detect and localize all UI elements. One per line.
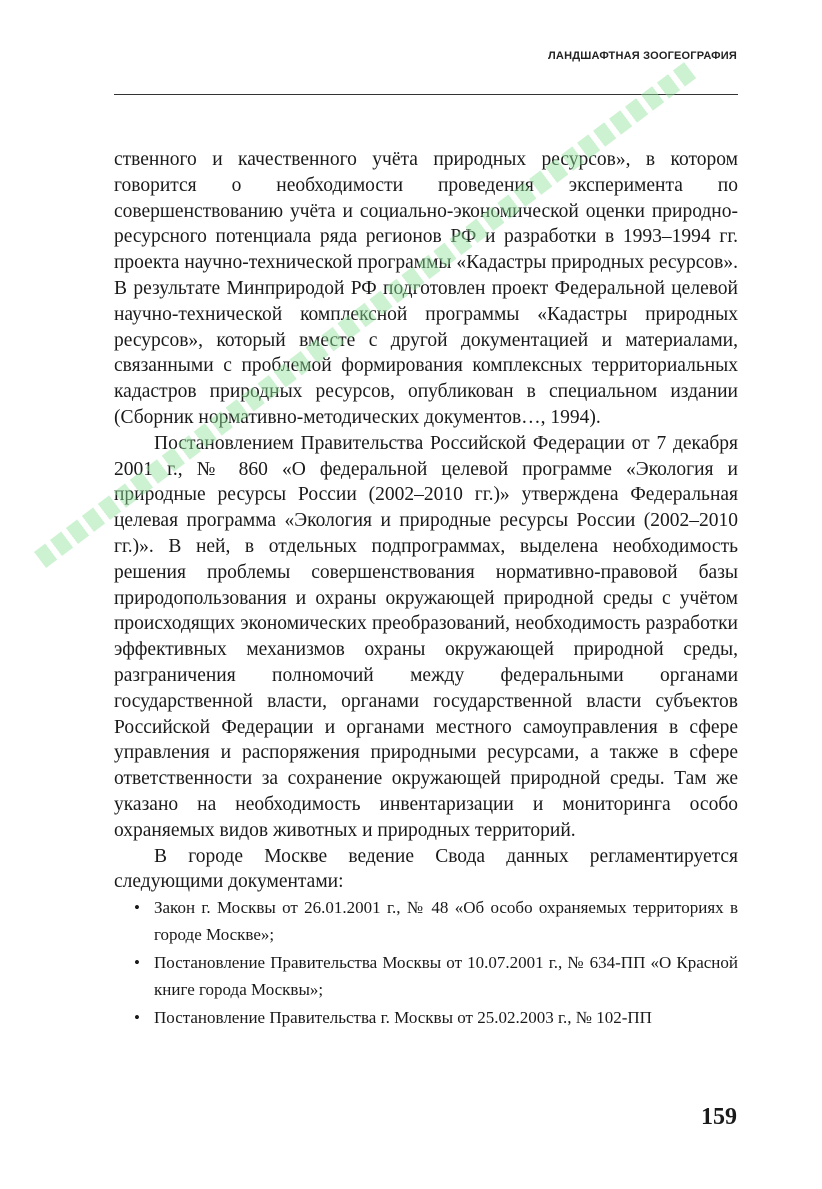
paragraph-1: ственного и качественного учёта природных ресурсов», в котором говорится о необходимости проведения эксперимента по совершенствованию учёта и социально-экономической оценки природно-ресурсного потенциала ряда регионов РФ и разработки в 1993–1994 гг. проекта научно-технической программы «Кадастры природных ресурсов». В результате Минприродой РФ подготовлен проект Федеральной целевой научно-технической комплексной программы «Кадастры природных ресурсов», который вместе с другой документацией и материалами, связанными с проблемой формирования комплексных территориальных кадастров природных ресурсов, опубликован в специальном издании (Сборник нормативно-методических документов…, 1994). — [114, 149, 738, 428]
header-rule — [114, 94, 738, 95]
paragraph-2: Постановлением Правительства Российской Федерации от 7 декабря 2001 г., № 860 «О федеральной целевой программе «Экология и природные ресурсы России (2002–2010 гг.)» утверждена Федеральная целевая программа «Экология и природные ресурсы России (2002–2010 гг.)». В ней, в отдельных подпрограммах, выделена необходимость решения проблемы совершенствования нормативно-правовой базы природопользования и охраны окружающей природной среды с учётом происходящих экономических преобразований, необходимость разработки эффективных механизмов охраны окружающей природной среды, разграничения полномочий между федеральными органами государственной власти, органами государственной власти субъектов Российской Федерации и органами местного самоуправления в сфере управления и распоряжения природными ресурсами, а также в сфере ответственности за сохранение окружающей природной среды. Там же указано на необходимость инвентаризации и мониторинга особо охраняемых видов животных и природных территорий. — [114, 432, 738, 841]
list-item — [114, 895, 738, 948]
list-item — [114, 950, 738, 1003]
page-number: 159 — [701, 1104, 737, 1130]
list-item-text: Постановление Правительства г. Москвы от 25.02.2003 г., № 102-ПП — [154, 1008, 652, 1028]
paragraph-3: В городе Москве ведение Свода данных регламентируется следующими документами: — [114, 845, 738, 893]
running-header: ЛАНДШАФТНАЯ ЗООГЕОГРАФИЯ — [548, 50, 737, 62]
bullet-icon: • — [134, 953, 140, 973]
list-item-text: Постановление Правительства Москвы от 10.07.2001 г., № 634-ПП «О Красной книге города Москвы»; — [154, 953, 738, 999]
bullet-icon: • — [134, 1008, 140, 1028]
bullet-icon: • — [134, 898, 140, 918]
document-list — [114, 895, 738, 1032]
list-item-text: Закон г. Москвы от 26.01.2001 г., № 48 «Об особо охраняемых территориях в городе Москве»; — [154, 898, 738, 944]
body-text — [114, 147, 738, 1034]
list-item — [114, 1005, 738, 1032]
